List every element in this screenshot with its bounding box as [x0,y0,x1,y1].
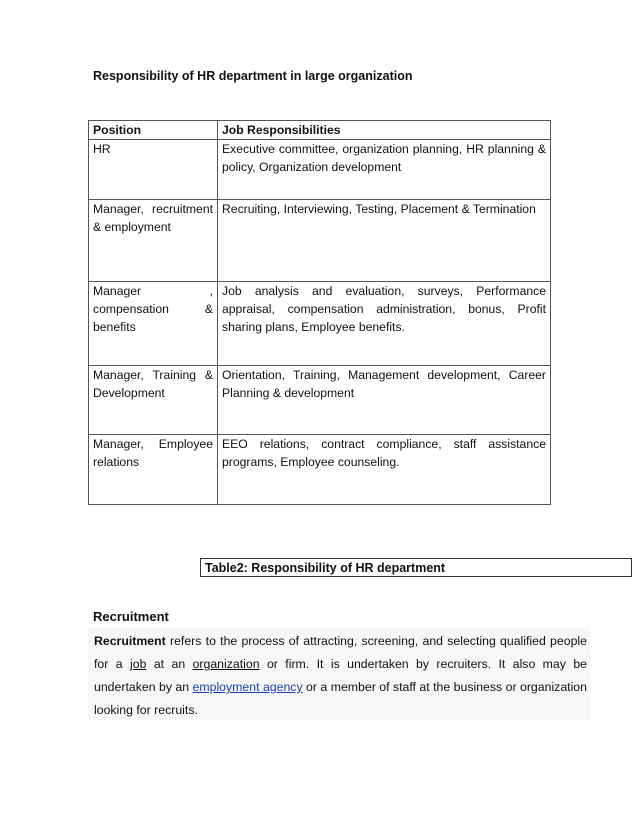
table-row [89,282,551,366]
table-row [89,366,551,435]
table-caption: Table2: Responsibility of HR department [200,558,632,577]
table-row [89,200,551,282]
responsibilities-cell: EEO relations, contract compliance, staff assistance programs, Employee counseling. [218,435,551,505]
position-cell: Manager , compensation & benefits [89,282,218,366]
table-header-row [89,121,551,140]
paragraph-text: at an [146,657,193,671]
organization-link[interactable]: organization [192,657,260,671]
position-cell: HR [89,140,218,200]
position-cell: Manager, Training & Development [89,366,218,435]
job-link[interactable]: job [130,657,147,671]
recruitment-term: Recruitment [94,634,166,648]
responsibilities-cell: Job analysis and evaluation, surveys, Performance appraisal, compensation administration, bonus, Profit sharing plans, Employee benefits. [218,282,551,366]
column-header-job-responsibilities: Job Responsibilities [218,121,551,140]
table-row [89,435,551,505]
section-heading-recruitment: Recruitment [93,609,169,624]
employment-agency-link[interactable]: employment agency [192,680,303,694]
position-cell: Manager, recruitment & employment [89,200,218,282]
responsibility-table [88,120,551,505]
paragraph-text: or a member of staff at the business or organization looking for recruits. [94,680,587,717]
page-title: Responsibility of HR department in large organization [93,69,413,83]
responsibilities-cell: Orientation, Training, Management development, Career Planning & development [218,366,551,435]
table-row [89,140,551,200]
recruitment-paragraph [88,628,590,720]
position-cell: Manager, Employee relations [89,435,218,505]
column-header-position: Position [89,121,218,140]
paragraph-text: refers to the process of attracting, screening, and selecting qualified people for a [94,634,587,671]
responsibilities-cell: Recruiting, Interviewing, Testing, Placement & Termination [218,200,551,282]
paragraph-text: or firm. It is undertaken by recruiters. It also may be undertaken by an [94,657,587,694]
responsibilities-cell: Executive committee, organization planning, HR planning & policy, Organization development [218,140,551,200]
